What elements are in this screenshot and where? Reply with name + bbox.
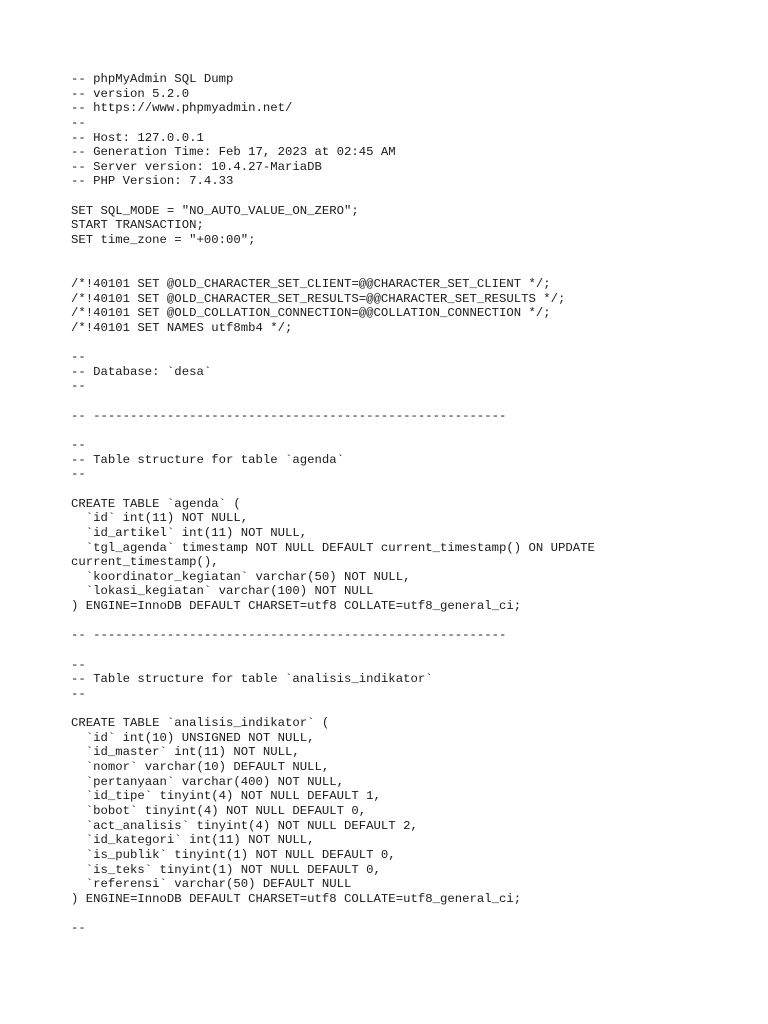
sql-statement-line: /*!40101 SET @OLD_CHARACTER_SET_CLIENT=@@CHARACTER_SET_CLIENT */; [71, 276, 551, 291]
sql-statement-line: /*!40101 SET @OLD_COLLATION_CONNECTION=@@COLLATION_CONNECTION */; [71, 306, 551, 321]
table-engine-line: ) ENGINE=InnoDB DEFAULT CHARSET=utf8 COLLATE=utf8_general_ci; [71, 891, 522, 906]
blank-line [71, 336, 751, 351]
column-definition-line: `koordinator_kegiatan` varchar(50) NOT NULL, [71, 569, 411, 584]
column-definition-line: `id` int(10) UNSIGNED NOT NULL, [71, 730, 315, 745]
create-table-line: CREATE TABLE `agenda` ( [71, 496, 241, 511]
blank-line [71, 262, 751, 277]
sql-statement-line: /*!40101 SET NAMES utf8mb4 */; [71, 320, 293, 335]
column-definition-line: `id` int(11) NOT NULL, [71, 511, 249, 526]
blank-line [71, 907, 751, 922]
sql-statement-line: /*!40101 SET @OLD_CHARACTER_SET_RESULTS=@@CHARACTER_SET_RESULTS */; [71, 291, 566, 306]
sql-statement-line: SET time_zone = "+00:00"; [71, 233, 256, 248]
column-definition-line: `is_publik` tinyint(1) NOT NULL DEFAULT 0, [71, 847, 396, 862]
dump-comment-line: -- [71, 921, 86, 936]
dump-comment-line: -- https://www.phpmyadmin.net/ [71, 101, 293, 116]
dump-comment-line: -- Host: 127.0.0.1 [71, 130, 204, 145]
blank-line [71, 614, 751, 629]
column-definition-line: current_timestamp(), [71, 555, 219, 570]
column-definition-line: `referensi` varchar(50) DEFAULT NULL [71, 877, 352, 892]
blank-line [71, 482, 751, 497]
column-definition-line: `lokasi_kegiatan` varchar(100) NOT NULL [71, 584, 374, 599]
dump-comment-line: -- [71, 379, 86, 394]
dump-comment-line: -- version 5.2.0 [71, 86, 190, 101]
dump-comment-line: -- Server version: 10.4.27-MariaDB [71, 159, 322, 174]
blank-line [71, 394, 751, 409]
column-definition-line: `bobot` tinyint(4) NOT NULL DEFAULT 0, [71, 804, 367, 819]
create-table-line: CREATE TABLE `analisis_indikator` ( [71, 716, 330, 731]
table-structure-heading: -- Table structure for table `agenda` [71, 452, 345, 467]
separator-line: -- -------------------------------------------------------- [71, 408, 507, 423]
column-definition-line: `id_tipe` tinyint(4) NOT NULL DEFAULT 1, [71, 789, 381, 804]
dump-comment-line: -- [71, 350, 86, 365]
dump-comment-line: -- [71, 657, 86, 672]
dump-comment-line: -- [71, 115, 86, 130]
database-name-line: -- Database: `desa` [71, 364, 212, 379]
column-definition-line: `act_analisis` tinyint(4) NOT NULL DEFAULT 2, [71, 818, 418, 833]
sql-statement-line: START TRANSACTION; [71, 218, 204, 233]
column-definition-line: `nomor` varchar(10) DEFAULT NULL, [71, 760, 330, 775]
blank-line [71, 248, 751, 263]
column-definition-line: `is_teks` tinyint(1) NOT NULL DEFAULT 0, [71, 862, 381, 877]
blank-line [71, 189, 751, 204]
dump-comment-line: -- [71, 467, 86, 482]
blank-line [71, 702, 751, 717]
sql-statement-line: SET SQL_MODE = "NO_AUTO_VALUE_ON_ZERO"; [71, 203, 359, 218]
blank-line [71, 423, 751, 438]
column-definition-line: `id_artikel` int(11) NOT NULL, [71, 525, 308, 540]
dump-comment-line: -- phpMyAdmin SQL Dump [71, 72, 234, 86]
column-definition-line: `tgl_agenda` timestamp NOT NULL DEFAULT current_timestamp() ON UPDATE [71, 540, 595, 555]
column-definition-line: `id_master` int(11) NOT NULL, [71, 745, 300, 760]
column-definition-line: `id_kategori` int(11) NOT NULL, [71, 833, 315, 848]
table-engine-line: ) ENGINE=InnoDB DEFAULT CHARSET=utf8 COLLATE=utf8_general_ci; [71, 599, 522, 614]
table-structure-heading: -- Table structure for table `analisis_indikator` [71, 672, 433, 687]
column-definition-line: `pertanyaan` varchar(400) NOT NULL, [71, 774, 345, 789]
dump-comment-line: -- PHP Version: 7.4.33 [71, 174, 234, 189]
separator-line: -- -------------------------------------------------------- [71, 628, 507, 643]
dump-comment-line: -- [71, 438, 86, 453]
dump-comment-line: -- Generation Time: Feb 17, 2023 at 02:45 AM [71, 145, 396, 160]
blank-line [71, 643, 751, 658]
sql-dump-document [71, 72, 751, 936]
dump-comment-line: -- [71, 686, 86, 701]
